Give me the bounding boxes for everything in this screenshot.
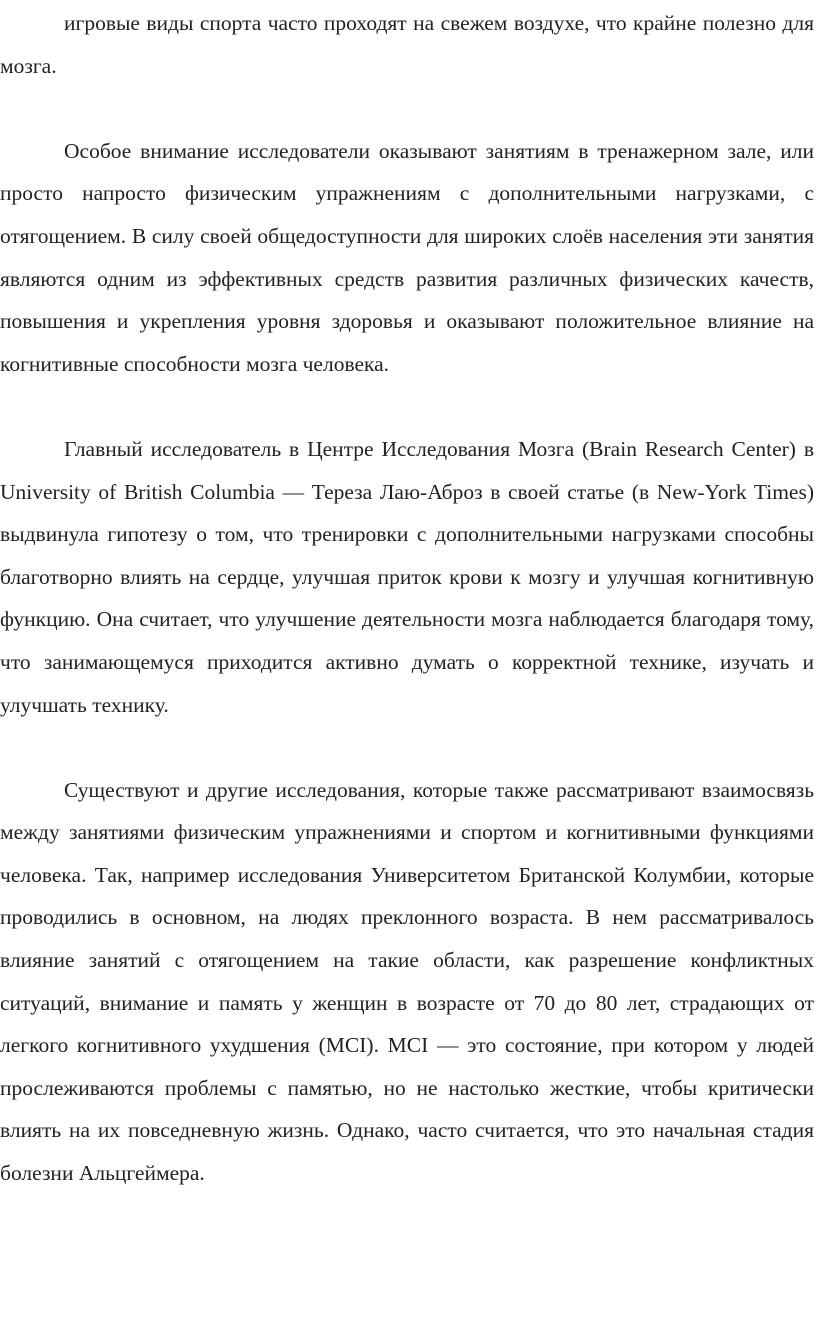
paragraph-spacer xyxy=(0,385,814,428)
paragraph-spacer xyxy=(0,87,814,130)
paragraph-gym-training: Особое внимание исследователи оказывают занятиям в тренажерном зале, или просто напросто физическим упражнениям с дополнительными нагрузками, с отягощением. В силу своей общедоступности для широких слоёв населения эти занятия являются одним из эффективных средств развития различных физических качеств, повышения и укрепления уровня здоровья и оказывают положительное влияние на когнитивные способности мозга человека. xyxy=(0,138,814,376)
paragraph-brain-research-center: Главный исследователь в Центре Исследования Мозга (Brain Research Center) в University of British Columbia — Тереза Лаю-Аброз в своей статье (в New-York Times) выдвинула гипотезу о том, что тренировки с дополнительными нагрузками способны благотворно влиять на сердце, улучшая приток крови к мозгу и улучшая когнитивную функцию. Она считает, что улучшение деятельности мозга наблюдается благодаря тому, что занимающемуся приходится активно думать о корректной технике, изучать и улучшать технику. xyxy=(0,436,814,717)
paragraph-other-studies: Существуют и другие исследования, которые также рассматривают взаимосвязь между занятиями физическим упражнениями и спортом и когнитивными функциями человека. Так, например исследования Университетом Британской Колумбии, которые проводились в основном, на людях преклонного возраста. В нем рассматривалось влияние занятий с отягощением на такие области, как разрешение конфликтных ситуаций, внимание и память у женщин в возрасте от 70 до 80 лет, страдающих от легкого когнитивного ухудшения (MCI). MCI — это состояние, при котором у людей прослеживаются проблемы с памятью, но не настолько жесткие, чтобы критически влиять на их повседневную жизнь. Однако, часто считается, что это начальная стадия болезни Альцгеймера. xyxy=(0,777,814,1186)
paragraph-continuation: игровые виды спорта часто проходят на свежем воздухе, что крайне полезно для мозга. xyxy=(0,11,814,78)
paragraph-spacer xyxy=(0,726,814,769)
